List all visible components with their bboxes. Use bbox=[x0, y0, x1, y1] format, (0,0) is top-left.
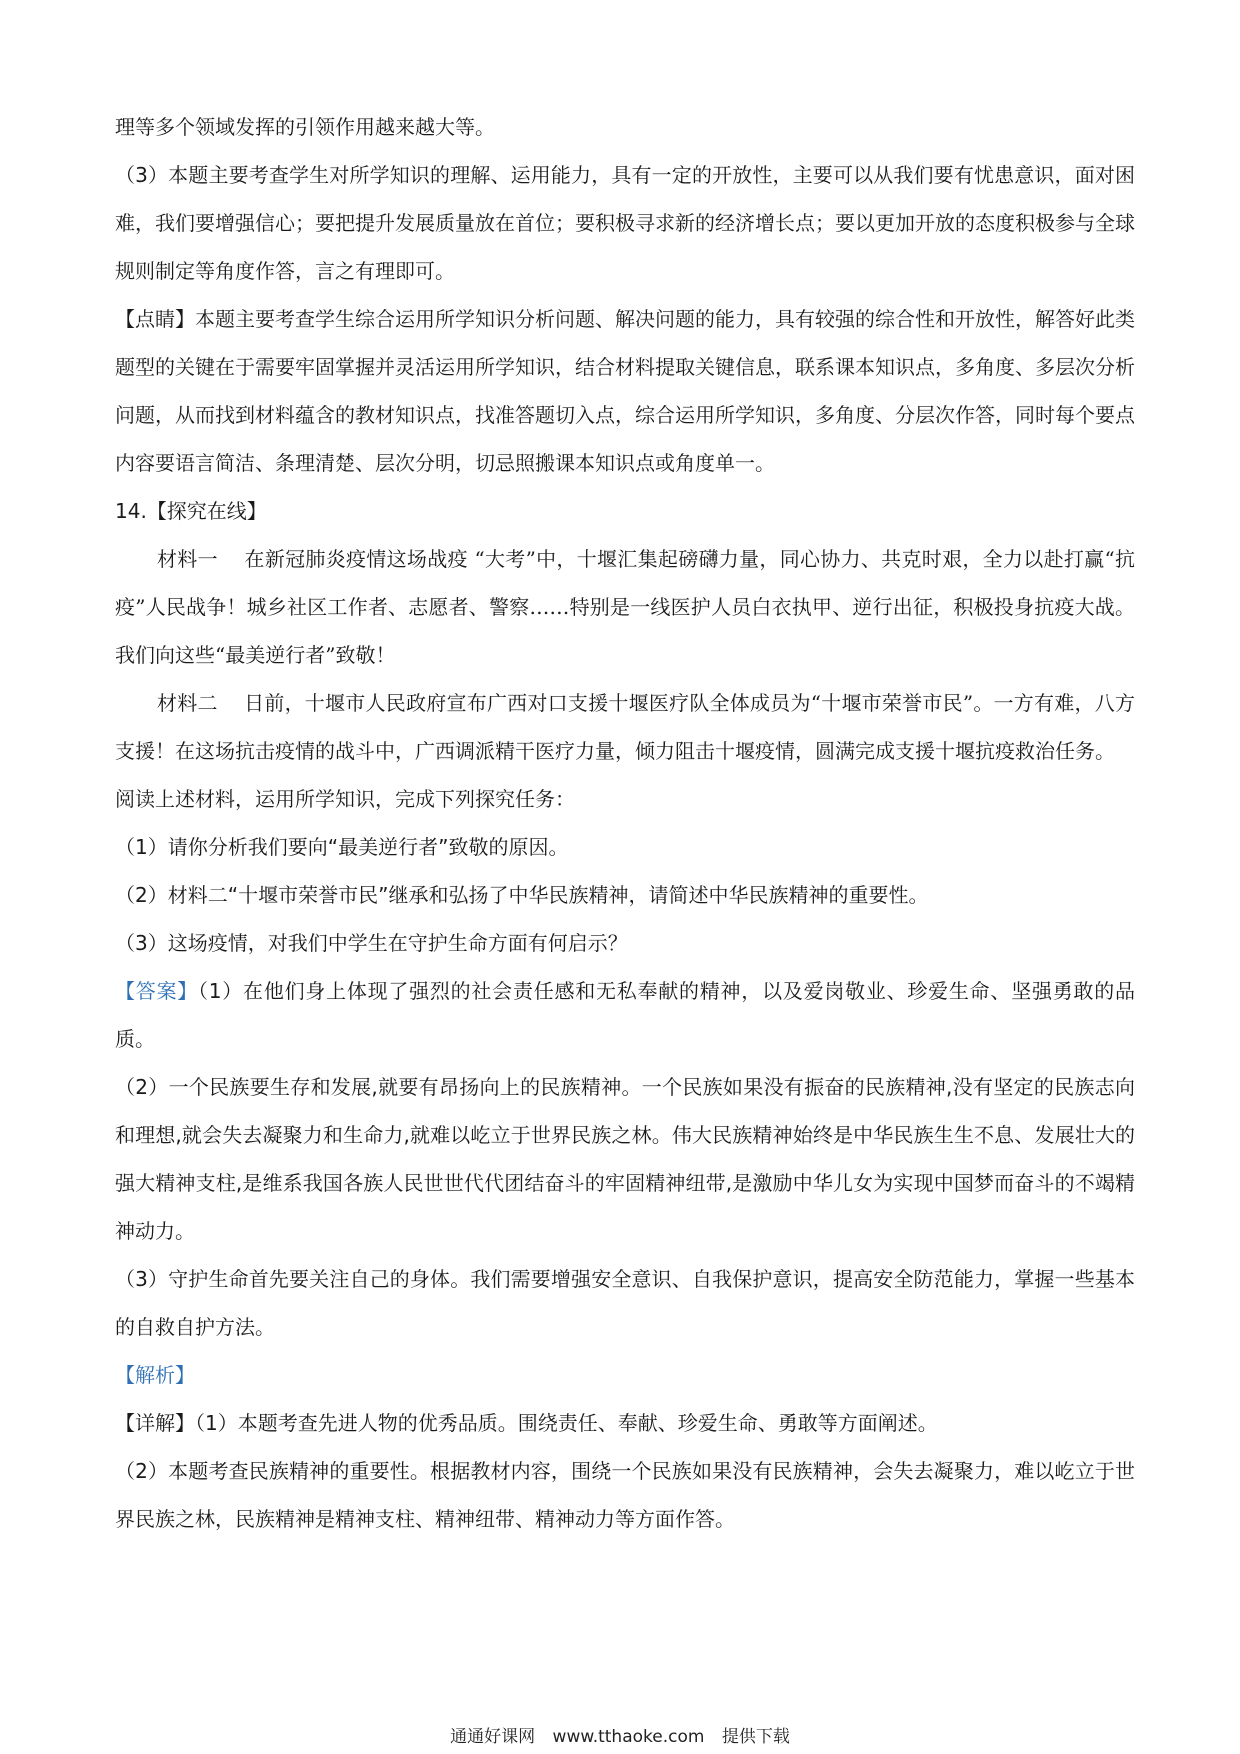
answer-2: （2）一个民族要生存和发展,就要有昂扬向上的民族精神。一个民族如果没有振奋的民族精神,没有坚定的民族志向和理想,就会失去凝聚力和生命力,就难以屹立于世界民族之林。伟大民族精神始终是中华民族生生不息、发展壮大的强大精神支柱,是维系我国各族人民世世代代团结奋斗的牢固精神纽带,是激励中华儿女为实现中国梦而奋斗的不竭精神动力。 bbox=[115, 1075, 1135, 1243]
document-body bbox=[115, 103, 1135, 1543]
page-footer bbox=[0, 1722, 1240, 1747]
answer-1 bbox=[115, 967, 1135, 1063]
footer-url[interactable]: www.tthaoke.com bbox=[552, 1727, 705, 1747]
answer-label: 【答案】 bbox=[115, 979, 199, 1003]
task-2: （2）材料二“十堰市荣誉市民”继承和弘扬了中华民族精神，请简述中华民族精神的重要性。 bbox=[115, 883, 929, 907]
intro-paragraph: 理等多个领域发挥的引领作用越来越大等。 bbox=[115, 115, 495, 139]
footer-site-name: 通通好课网 bbox=[450, 1727, 536, 1747]
analysis-label: 【解析】 bbox=[115, 1363, 195, 1387]
question-14-title: 14.【探究在线】 bbox=[115, 499, 267, 523]
dianjing-paragraph: 【点睛】本题主要考查学生综合运用所学知识分析问题、解决问题的能力，具有较强的综合性和开放性，解答好此类题型的关键在于需要牢固掌握并灵活运用所学知识，结合材料提取关键信息，联系课本知识点，多角度、多层次分析问题，从而找到材料蕴含的教材知识点，找准答题切入点，综合运用所学知识，多角度、分层次作答，同时每个要点内容要语言简洁、条理清楚、层次分明，切忌照搬课本知识点或角度单一。 bbox=[115, 307, 1135, 475]
answer-3: （3）守护生命首先要关注自己的身体。我们需要增强安全意识、自我保护意识，提高安全防范能力，掌握一些基本的自救自护方法。 bbox=[115, 1267, 1135, 1339]
detail-1: 【详解】（1）本题考查先进人物的优秀品质。围绕责任、奉献、珍爱生命、勇敢等方面阐述。 bbox=[115, 1411, 938, 1435]
q13-part3-analysis: （3）本题主要考查学生对所学知识的理解、运用能力，具有一定的开放性，主要可以从我们要有忧患意识，面对困难，我们要增强信心；要把提升发展质量放在首位；要积极寻求新的经济增长点；要以更加开放的态度积极参与全球规则制定等角度作答，言之有理即可。 bbox=[115, 163, 1135, 283]
material-two: 材料二 日前，十堰市人民政府宣布广西对口支援十堰医疗队全体成员为“十堰市荣誉市民”。一方有难，八方支援！在这场抗击疫情的战斗中，广西调派精干医疗力量，倾力阻击十堰疫情，圆满完成支援十堰抗疫救治任务。 bbox=[115, 691, 1135, 763]
footer-note: 提供下载 bbox=[721, 1727, 790, 1747]
detail-2: （2）本题考查民族精神的重要性。根据教材内容，围绕一个民族如果没有民族精神，会失去凝聚力，难以屹立于世界民族之林，民族精神是精神支柱、精神纽带、精神动力等方面作答。 bbox=[115, 1459, 1135, 1531]
answer-1-text: （1）在他们身上体现了强烈的社会责任感和无私奉献的精神，以及爱岗敬业、珍爱生命、坚强勇敢的品质。 bbox=[115, 979, 1135, 1051]
task-intro: 阅读上述材料，运用所学知识，完成下列探究任务： bbox=[115, 787, 575, 811]
task-3: （3）这场疫情，对我们中学生在守护生命方面有何启示？ bbox=[115, 931, 628, 955]
task-1: （1）请你分析我们要向“最美逆行者”致敬的原因。 bbox=[115, 835, 569, 859]
material-one: 材料一 在新冠肺炎疫情这场战疫 “大考”中，十堰汇集起磅礴力量，同心协力、共克时艰，全力以赴打赢“抗疫”人民战争！城乡社区工作者、志愿者、警察……特别是一线医护人员白衣执甲、逆行出征，积极投身抗疫大战。我们向这些“最美逆行者”致敬！ bbox=[115, 547, 1135, 667]
